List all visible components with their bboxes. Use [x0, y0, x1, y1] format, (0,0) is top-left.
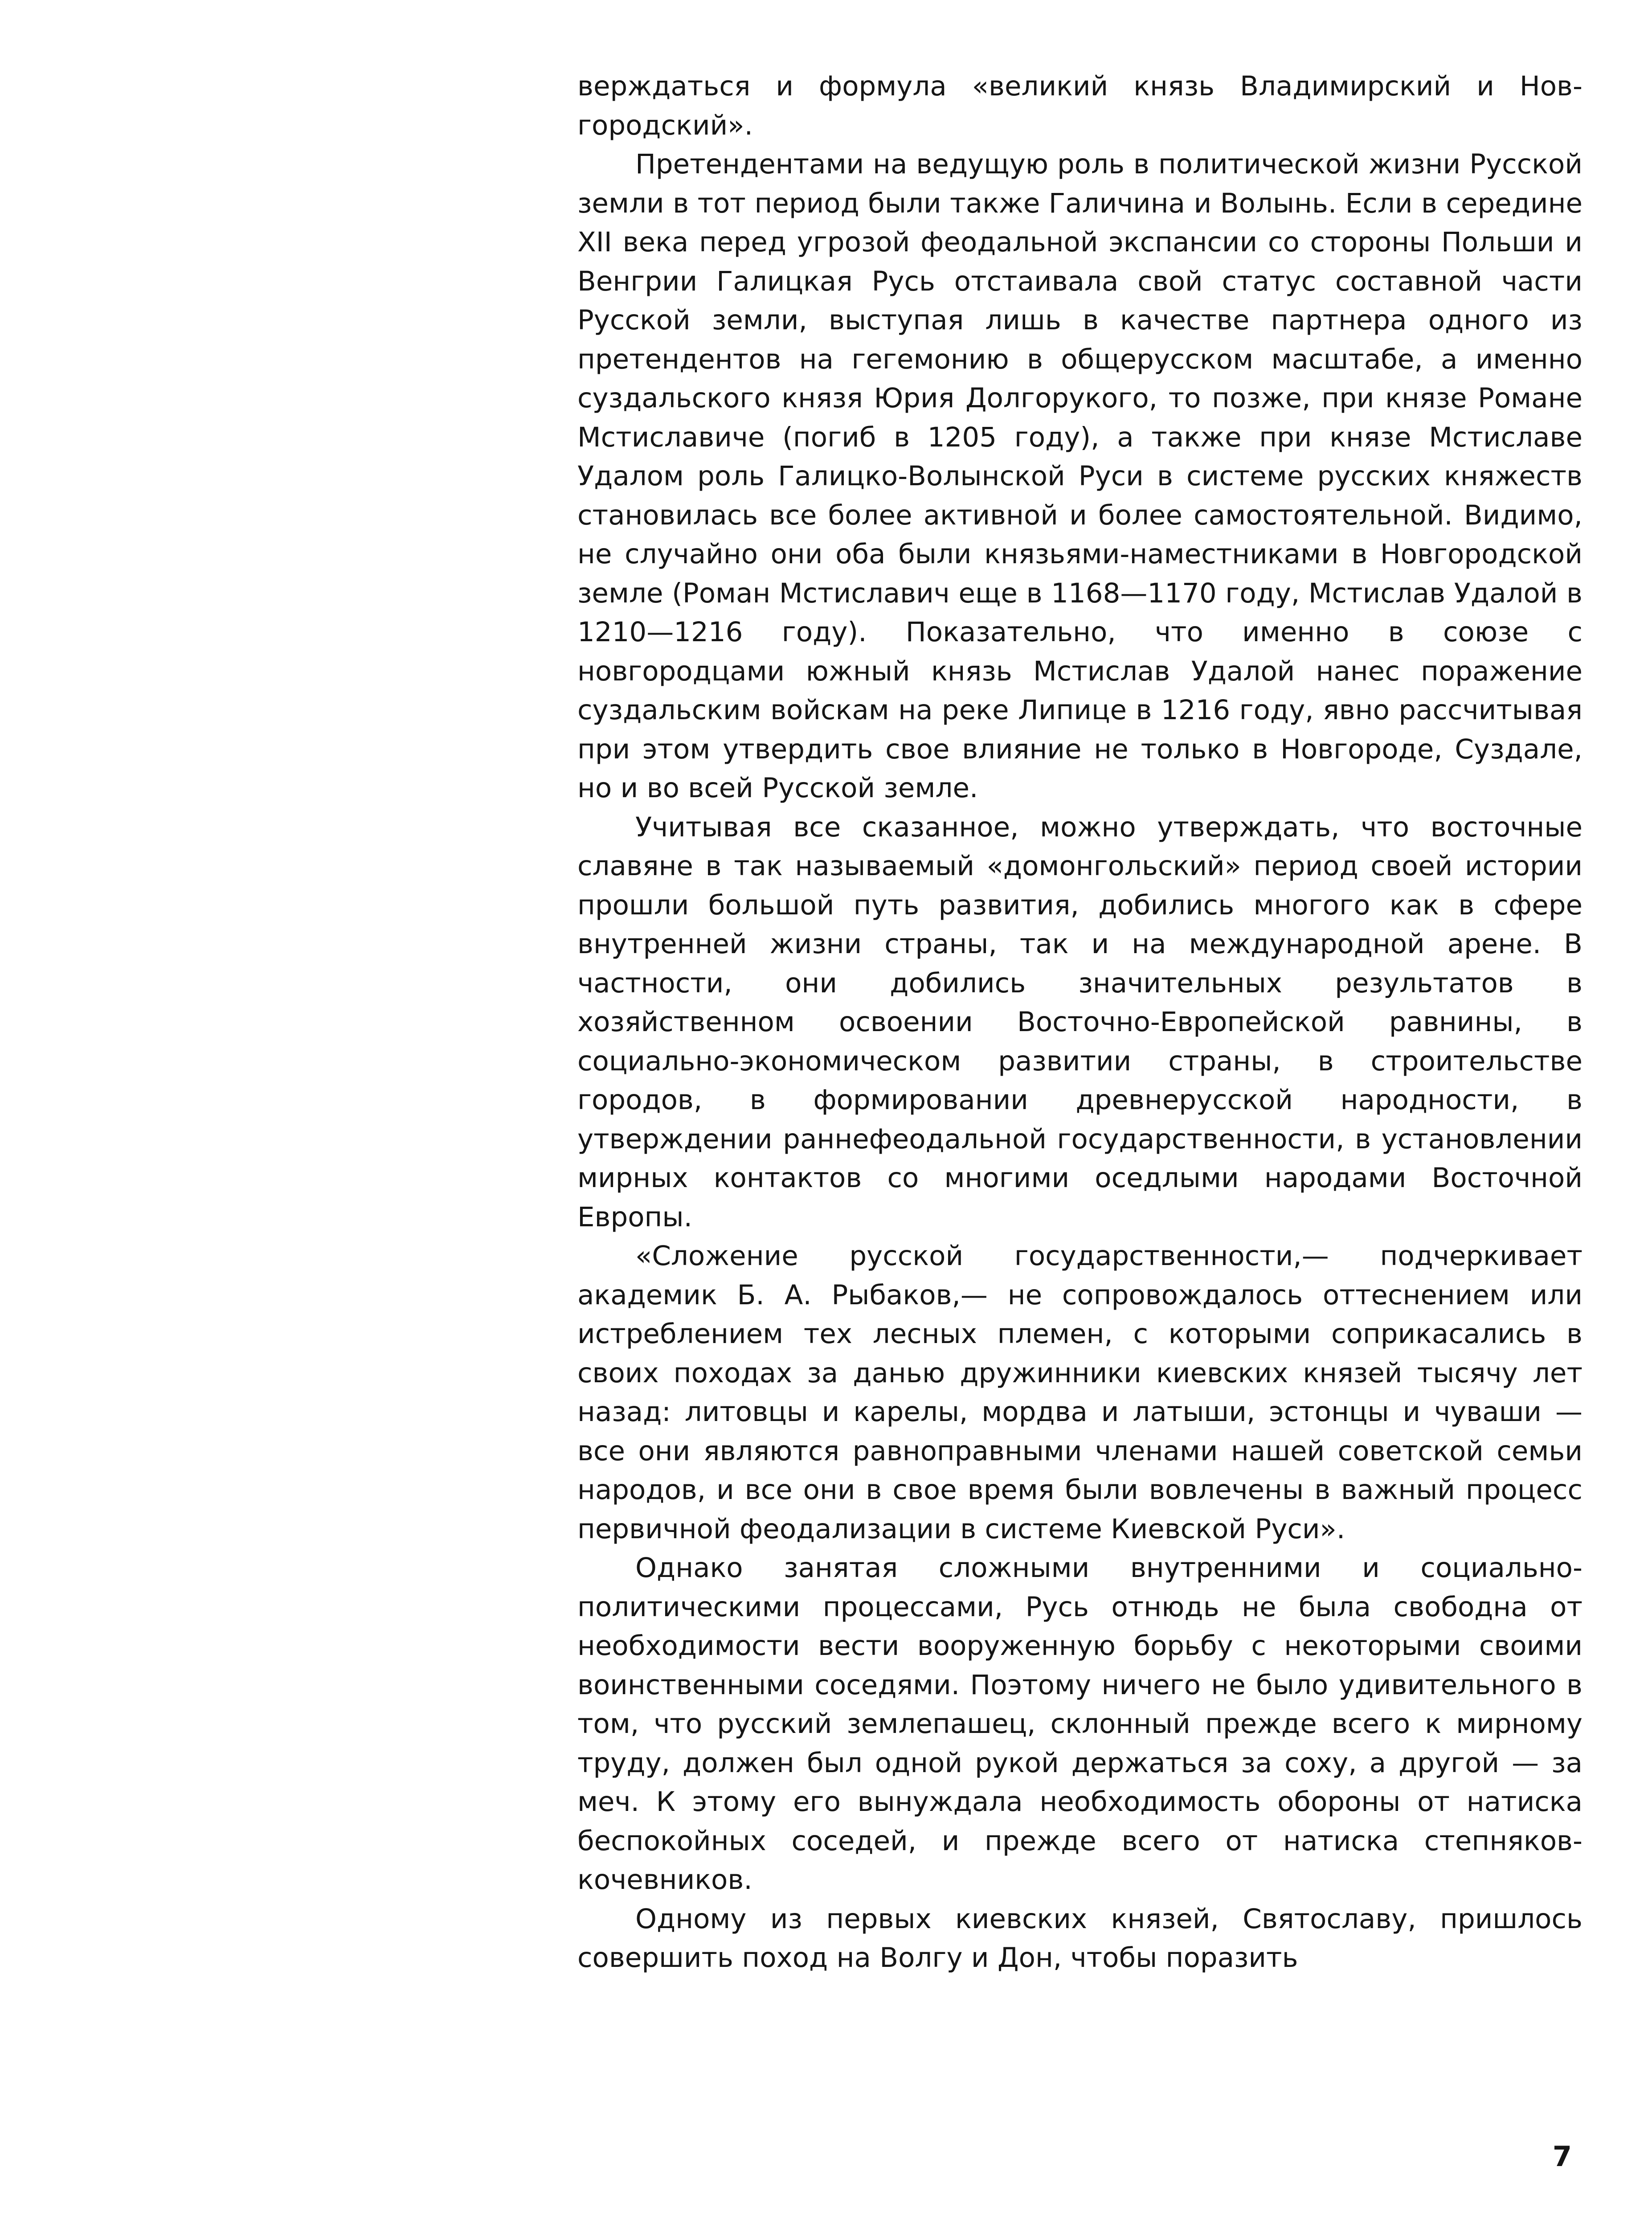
text-column — [577, 67, 1582, 1978]
paragraph-sviatoslav: Одному из первых киевских князей, Святославу, пришлось совершить поход на Волгу и Дон, чтобы поразить — [577, 1903, 1582, 1974]
paragraph-quote-rybakov: «Сложение русской государственности,— подчеркивает академик Б. А. Рыбаков,— не сопровождалось оттеснением или истреблением тех лесных племен, с которыми соприкасались в своих походах за данью дружинники киевских князей тысячу лет назад: литовцы и карелы, мордва и латыши, эстонцы и чуваши — все они являются равноправными членами нашей советской семьи народов, и все они в свое время были вовлечены в важный процесс первичной феодализации в системе Киевской Руси». — [577, 1240, 1582, 1545]
paragraph-continuation: верждаться и формула «великий князь Владимирский и Новгородский». — [577, 70, 1582, 141]
paragraph-armed-struggle: Однако занятая сложными внутренними и социально-политическими процессами, Русь отнюдь не была свободна от необходимости вести вооруженную борьбу с некоторыми своими воинственными соседями. Поэтому ничего не было удивительного в том, что русский землепашец, склонный прежде всего к мирному труду, должен был одной рукой держаться за соху, а другой — за меч. К этому его вынуждала необходимость обороны от натиска беспокойных соседей, и прежде всего от натиска степняков-кочевников. — [577, 1552, 1582, 1896]
paragraph-galicia-volhynia: Претендентами на ведущую роль в политической жизни Русской земли в тот период были также Галичина и Волынь. Если в середине XII века перед угрозой феодальной экспансии со стороны Польши и Венгрии Галицкая Русь отстаивала свой статус составной части Русской земли, выступая лишь в качестве партнера одного из претендентов на гегемонию в общерусском масштабе, а именно суздальского князя Юрия Долгорукого, то позже, при князе Романе Мстиславиче (погиб в 1205 году), а также при князе Мстиславе Удалом роль Галицко-Волынской Руси в системе русских княжеств становилась все более активной и более самостоятельной. Видимо, не случайно они оба были князьями-наместниками в Новгородской земле (Роман Мстиславич еще в 1168—1170 году, Мстислав Удалой в 1210—1216 году). Показательно, что именно в союзе с новгородцами южный князь Мстислав Удалой нанес поражение суздальским войскам на реке Липице в 1216 году, явно рассчитывая при этом утвердить свое влияние не только в Новгороде, Суздале, но и во всей Русской земле. — [577, 148, 1582, 804]
page-number: 7 — [1552, 2140, 1572, 2173]
paragraph-summary: Учитывая все сказанное, можно утверждать, что восточные славяне в так называемый «домонгольский» период своей истории прошли большой путь развития, добились многого как в сфере внутренней жизни страны, так и на международной арене. В частности, они добились значительных результатов в хозяйственном освоении Восточно-Европейской равнины, в социально-экономическом развитии страны, в строительстве городов, в формировании древнерусской народности, в утверждении раннефеодальной государственности, в установлении мирных контактов со многими оседлыми народами Восточной Европы. — [577, 811, 1582, 1233]
